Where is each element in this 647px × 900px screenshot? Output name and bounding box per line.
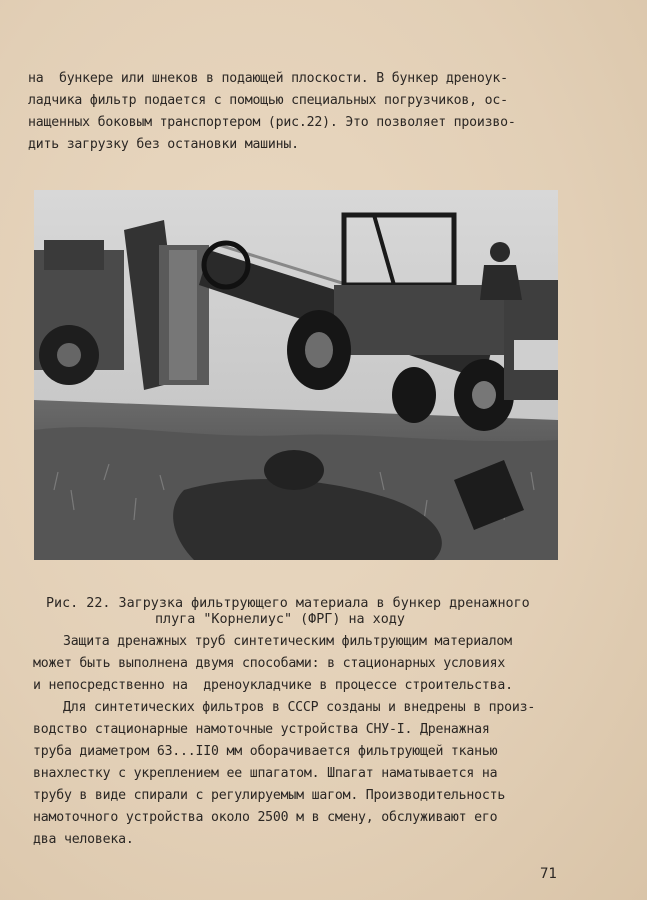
- intro-line: нащенных боковым транспортером (рис.22). Это позволяет произво-: [28, 115, 516, 130]
- body-line: труба диаметром 63...II0 мм оборачивается фильтрующей тканью: [33, 744, 498, 759]
- body-line: водство стационарные намоточные устройства СНУ-I. Дренажная: [33, 722, 490, 737]
- body-line: намоточного устройства около 2500 м в смену, обслуживают его: [33, 810, 498, 825]
- body-line: Для синтетических фильтров в СССР созданы и внедрены в произ-: [63, 700, 536, 715]
- intro-line: дить загрузку без остановки машины.: [28, 137, 299, 152]
- page-number: 71: [540, 866, 557, 882]
- body-line: может быть выполнена двумя способами: в стационарных условиях: [33, 656, 506, 671]
- figure-caption: Рис. 22. Загрузка фильтрующего материала в бункер дренажного: [46, 596, 530, 611]
- figure-photo: [34, 190, 558, 560]
- figure-caption: плуга "Корнелиус" (ФРГ) на ходу: [155, 612, 405, 627]
- intro-line: на бункере или шнеков в подающей плоскости. В бункер дреноук-: [28, 71, 508, 86]
- body-line: Защита дренажных труб синтетическим фильтрующим материалом: [63, 634, 512, 649]
- body-line: трубу в виде спирали с регулируемым шагом. Производительность: [33, 788, 506, 803]
- body-line: внахлестку с укреплением ее шпагатом. Шпагат наматывается на: [33, 766, 498, 781]
- body-line: и непосредственно на дреноукладчике в процессе строительства.: [33, 678, 513, 693]
- intro-line: ладчика фильтр подается с помощью специальных погрузчиков, ос-: [28, 93, 508, 108]
- body-line: два человека.: [33, 832, 134, 847]
